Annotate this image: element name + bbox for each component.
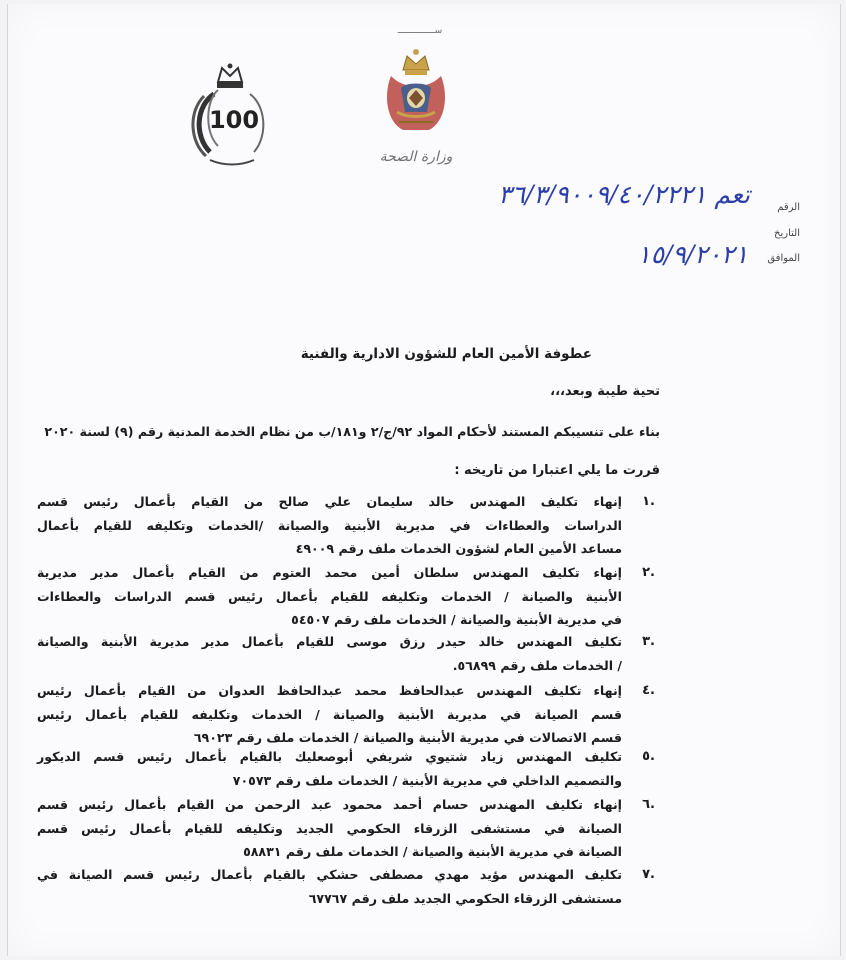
greeting: تحية طيبة وبعد،،، xyxy=(550,384,660,399)
document-page xyxy=(7,4,841,956)
decision-line: قررت ما يلي اعتبارا من تاريخه : xyxy=(454,463,660,478)
list-item-line: الصيانة في مستشفى الزرقاء الحكومي الجديد وتكليفه للقيام بأعمال رئيس قسم xyxy=(37,820,622,836)
corresponding-value: ١٥/٩/٢٠٢١ xyxy=(637,240,748,269)
list-item-line: تكليف المهندس مؤيد مهدي مصطفى حشكي بالقيام بأعمال رئيس قسم الصيانة في xyxy=(37,867,622,882)
list-item-number: .٧ xyxy=(642,867,655,882)
list-item-line: إنهاء تكليف المهندس سلطان أمين محمد العتوم من القيام بأعمال مدير مديرية xyxy=(37,565,622,580)
ministry-name: وزارة الصحة xyxy=(379,149,453,165)
addressee: عطوفة الأمين العام للشؤون الادارية والفنية xyxy=(300,346,592,362)
list-item-number: .١ xyxy=(642,494,655,509)
list-item-line: الدراسات والعطاءات في مديرية الأبنية والصيانة /الخدمات وتكليفه للقيام بأعمال xyxy=(37,517,622,533)
number-value: تعم ٣٦/٣/٩٠٠٩/٤٠/٢٢٢١ xyxy=(498,180,750,209)
jordan-coat-of-arms-icon xyxy=(381,46,451,136)
header-scribble: ســــــــــــــ xyxy=(397,26,443,36)
list-item-line: في مديرية الأبنية والصيانة / الخدمات ملف رقم ٥٤٥٠٧ xyxy=(291,612,622,627)
list-item-line: إنهاء تكليف المهندس خالد سليمان علي صالح من القيام بأعمال رئيس قسم xyxy=(37,494,622,509)
list-item-line: مساعد الأمين العام لشؤون الخدمات ملف رقم ٤٩٠٠٩ xyxy=(295,541,622,556)
date-label: التاريخ xyxy=(774,228,800,239)
list-item-number: .٥ xyxy=(642,749,655,764)
intro-paragraph: بناء على تنسيبكم المستند لأحكام المواد ٩٢/ج/٢ و١٨١/ب من نظام الخدمة المدنية رقم (٩) لسنة ٢٠٢٠ xyxy=(44,424,660,439)
list-item-number: .٤ xyxy=(642,683,655,698)
list-item-number: .٣ xyxy=(642,634,655,649)
centenary-logo-icon xyxy=(188,60,272,170)
list-item-line: قسم الاتصالات في مديرية الأبنية والصيانة / الخدمات ملف رقم ٦٩٠٢٣ xyxy=(193,730,622,745)
number-label: الرقم xyxy=(777,202,800,213)
corresponding-label: الموافق xyxy=(767,253,800,264)
list-item-line: إنهاء تكليف المهندس حسام أحمد محمود عبد الرحمن من القيام بأعمال رئيس قسم xyxy=(37,797,622,812)
list-item-line: تكليف المهندس زياد شتيوي شريفي أبوصعليك بالقيام بأعمال رئيس قسم الديكور xyxy=(37,749,622,764)
svg-text:100: 100 xyxy=(208,106,260,134)
list-item-line: والتصميم الداخلي في مديرية الأبنية / الخدمات ملف رقم ٧٠٥٧٣ xyxy=(232,772,622,788)
list-item-number: .٢ xyxy=(642,565,655,580)
list-item-line: تكليف المهندس خالد حيدر رزق موسى للقيام بأعمال مدير مديرية الأبنية والصيانة xyxy=(37,634,622,649)
list-item-line: الصيانة في مديرية الأبنية والصيانة / الخدمات ملف رقم ٥٨٨٣١ xyxy=(243,844,622,859)
list-item-line: إنهاء تكليف المهندس عبدالحافظ محمد عبدالحافظ العدوان من القيام بأعمال رئيس xyxy=(37,683,622,698)
list-item-number: .٦ xyxy=(642,797,655,812)
list-item-line: مستشفى الزرقاء الحكومي الجديد ملف رقم ٦٧٧٦٧ xyxy=(308,890,622,906)
list-item-line: / الخدمات ملف رقم ٥٦٨٩٩. xyxy=(452,657,622,673)
list-item-line: الأبنية والصيانة / الخدمات وتكليفه للقيام بأعمال رئيس قسم الدراسات والعطاءات xyxy=(37,588,622,604)
list-item-line: قسم الصيانة في مديرية الأبنية والصيانة / الخدمات وتكليفه للقيام بأعمال رئيس xyxy=(37,706,622,722)
